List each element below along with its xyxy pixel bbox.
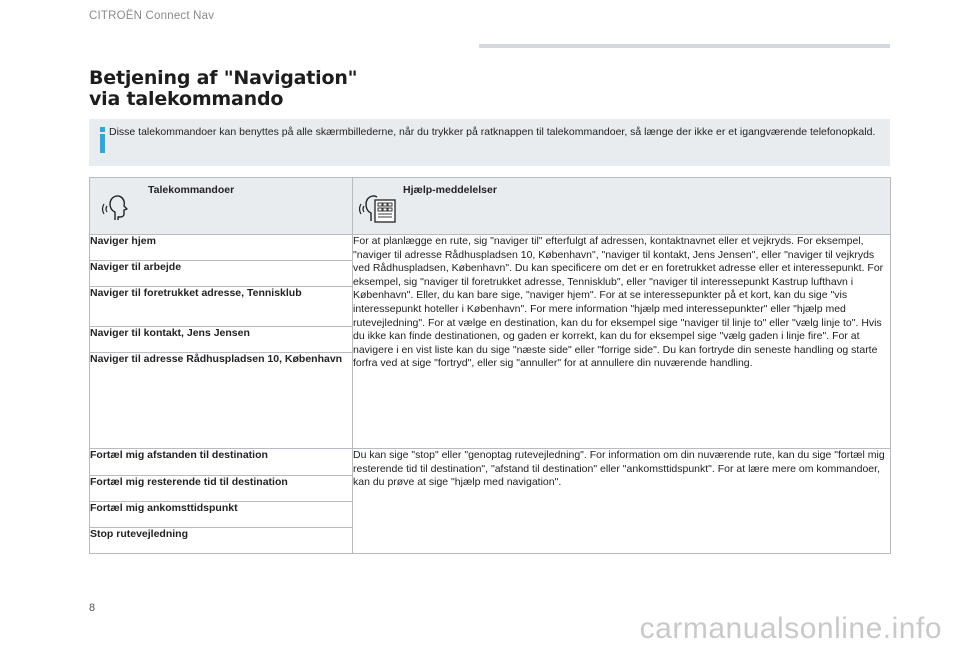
page-title	[89, 68, 589, 110]
page-title-line-2: via talekommando	[89, 88, 284, 110]
command-cell: Naviger til kontakt, Jens Jensen	[90, 327, 353, 353]
command-cell: Fortæl mig afstanden til destination	[90, 449, 353, 476]
command-cell: Fortæl mig ankomsttidspunkt	[90, 502, 353, 528]
header-brand: CITROËN Connect Nav	[89, 10, 215, 22]
commands-header-label: Talekommandoer	[148, 184, 235, 196]
command-cell: Fortæl mig resterende tid til destination	[90, 476, 353, 502]
info-box	[89, 119, 890, 166]
page-title-line-1: Betjening af "Navigation"	[89, 67, 358, 89]
header-divider	[479, 44, 890, 48]
voice-commands-table	[89, 177, 891, 554]
help-text-cell: Du kan sige "stop" eller "genoptag rutevejledning". For information om din nuværende rute, kan du sige "fortæl mig resterende tid til destination", "afstand til destination" eller "ankomsttidspunkt". For at lære mere om kommandoer, kan du prøve at sige "hjælp med navigation".	[353, 449, 891, 554]
table-header-row	[90, 178, 891, 235]
table-row	[90, 235, 891, 261]
info-icon	[97, 127, 108, 153]
help-text-cell: For at planlægge en rute, sig "naviger til" efterfulgt af adressen, kontaktnavnet eller et vejkryds. For eksempel, "naviger til adresse Rådhuspladsen 10, København", "naviger til kontakt, Jens Jensen", eller "naviger til vejkryds ved Rådhuspladsen, København". Du kan specificere om det er en foretrukket adresse eller et interessepunkt. For eksempel, sig "naviger til foretrukket adresse, Tennisklub", eller "naviger til interessepunkt Kastrup lufthavn i København". Eller, du kan bare sige, "naviger hjem". For at se interessepunkter på et kort, kan du sige "vis interessepunkt hoteller i København". For mere information "hjælp med interessepunkter" eller "hjælp med rutevejledning". For at vælge en destination, kan du for eksempel sige "naviger til linje to" eller "vælg linje to". Hvis du ikke kan finde destinationen, og gaden er korrekt, kan du for eksempel sige "vælg gaden i linje fire". For at navigere i en vist liste kan du sige "næste side" eller "forrige side". Du kan fortryde din seneste handling og starte forfra ved at sige "fortryd", eller sig "annuller" for at annullere din nuværende handling.	[353, 235, 891, 449]
commands-column-header	[90, 178, 353, 235]
watermark: carmanualsonline.info	[639, 612, 942, 645]
page-number: 8	[89, 602, 96, 614]
info-text: Disse talekommandoer kan benyttes på alle skærmbillederne, når du trykker på ratknappen til talekommandoer, så længe der ikke er et igangværende telefonopkald.	[109, 126, 876, 138]
voice-command-icon	[100, 190, 134, 224]
command-cell: Naviger til arbejde	[90, 261, 353, 287]
voice-help-screen-icon	[359, 188, 397, 226]
command-cell: Naviger hjem	[90, 235, 353, 261]
help-header-label: Hjælp-meddelelser	[403, 184, 497, 196]
command-cell: Naviger til adresse Rådhuspladsen 10, København	[90, 353, 353, 449]
help-column-header	[353, 178, 891, 235]
command-cell: Stop rutevejledning	[90, 528, 353, 554]
command-cell: Naviger til foretrukket adresse, Tennisklub	[90, 287, 353, 327]
table-row	[90, 449, 891, 476]
